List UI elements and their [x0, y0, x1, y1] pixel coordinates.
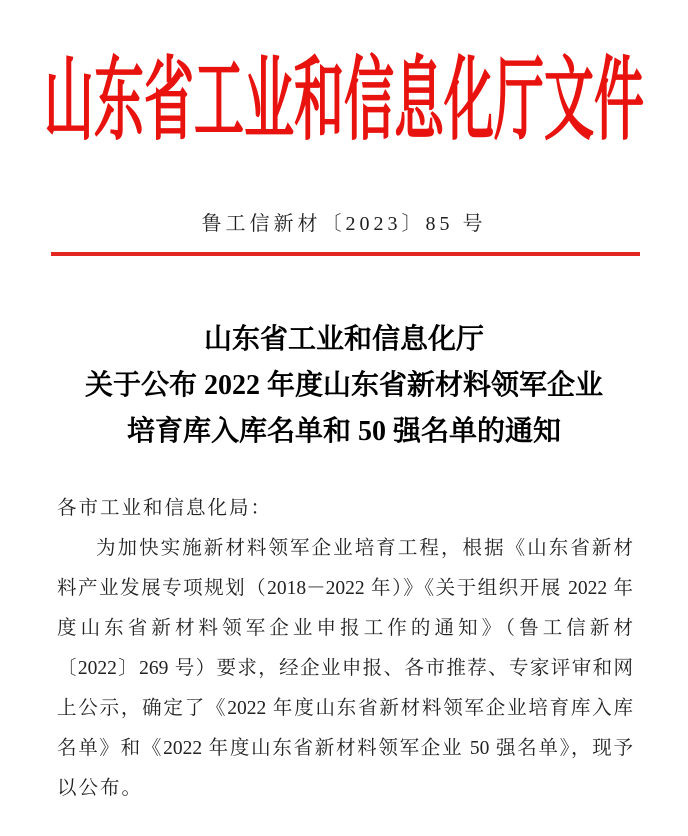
body-line: 料产业发展专项规划（2018－2022 年）》《关于组织开展 2022 年 — [57, 578, 633, 599]
notice-body — [57, 489, 633, 809]
body-line: 度山东省新材料领军企业申报工作的通知》（鲁工信新材 — [57, 618, 633, 639]
body-line: 名单》和《2022 年度山东省新材料领军企业 50 强名单》，现予 — [57, 738, 633, 759]
body-line: 为加快实施新材料领军企业培育工程，根据《山东省新材 — [96, 538, 633, 559]
red-divider-line — [51, 252, 640, 256]
letterhead-title-text: 山东省工业和信息化厅文件 — [44, 49, 644, 151]
body-line: 〔2022〕269 号）要求，经企业申报、各市推荐、专家评审和网 — [57, 658, 633, 679]
body-line: 以公布。 — [57, 778, 144, 799]
notice-title — [30, 317, 658, 455]
salutation: 各市工业和信息化局： — [57, 498, 273, 519]
notice-title-line-2: 关于公布 2022 年度山东省新材料领军企业 — [84, 370, 603, 401]
letterhead-title — [0, 49, 688, 151]
notice-title-line-3: 培育库入库名单和 50 强名单的通知 — [126, 416, 561, 447]
document-reference-number: 鲁工信新材〔2023〕85 号 — [201, 213, 487, 235]
notice-title-line-1: 山东省工业和信息化厅 — [203, 324, 484, 355]
body-line: 上公示，确定了《2022 年度山东省新材料领军企业培育库入库 — [57, 698, 633, 719]
